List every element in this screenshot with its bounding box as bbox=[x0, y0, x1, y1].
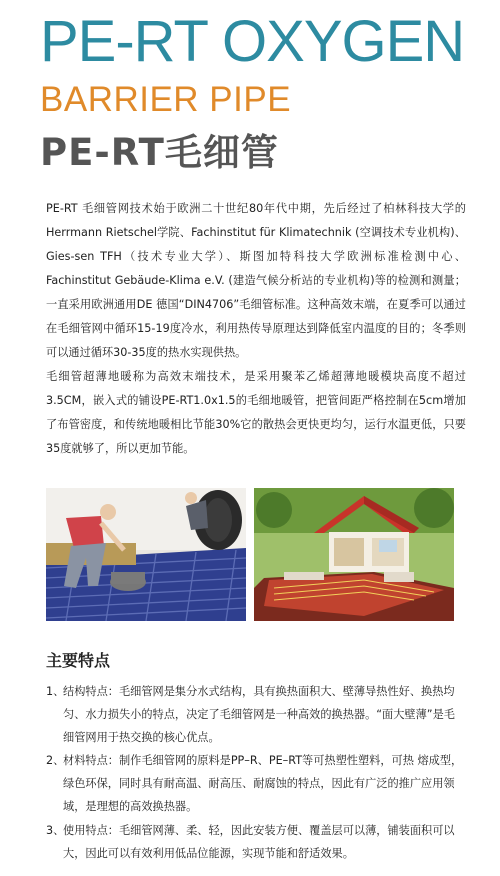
feature-number: 1、 bbox=[46, 685, 65, 698]
feature-item-structure bbox=[46, 680, 466, 749]
intro-paragraph-1: PE-RT 毛细管网技术始于欧洲二十世纪80年代中期，先后经过了柏林科技大学的Herrmann Rietschel学院、Fachinstitut für Klimatechnik (空调技术专业机构)、Gies-sen TFH（技术专业大学）、斯图加特科技大学欧洲标准检测中心、Fachinstitut Gebäude-Klima e.V. (建造气候分析站的专业机构)等的检测和测量；一直采用欧洲通用DE 德国“DIN4706”毛细管标准。这种高效末端，在夏季可以通过在毛细管网中循环15-19度冷水，利用热传导原理达到降低室内温度的目的；冬季则可以通过循环30-35度的热水实现供热。 bbox=[46, 202, 466, 359]
house-cutaway-photo bbox=[254, 488, 454, 621]
feature-text: 结构特点：毛细管网是集分水式结构，具有换热面积大、壁薄导热性好、换热均匀、水力损失小的特点，决定了毛细管网是一种高效的换热器。“面大壁薄”是毛细管网用于热交换的核心优点。 bbox=[63, 685, 455, 744]
installation-photo bbox=[46, 488, 246, 621]
intro-paragraph-2: 毛细管超薄地暖称为高效末端技术，是采用聚苯乙烯超薄地暖模块高度不超过3.5CM，嵌入式的铺设PE-RT1.0x1.5的毛细地暖管，把管间距严格控制在5cm增加了布管密度，和传统地暖相比节能30%它的散热会更快更均匀，运行水温更低，只要35度就够了，所以更加节能。 bbox=[46, 370, 466, 455]
title-barrier-pipe: BARRIER PIPE bbox=[40, 80, 292, 119]
features-heading: 主要特点 bbox=[46, 651, 111, 670]
feature-item-material bbox=[46, 749, 466, 818]
title-oxygen: PE-RT OXYGEN bbox=[40, 9, 465, 74]
feature-number: 3、 bbox=[46, 824, 65, 837]
title-capillary-pipe: PE-RT毛细管 bbox=[40, 131, 279, 174]
feature-number: 2、 bbox=[46, 754, 65, 767]
feature-item-usage bbox=[46, 819, 466, 865]
feature-text: 使用特点：毛细管网薄、柔、轻，因此安装方便、覆盖层可以薄，铺装面积可以大，因此可以有效利用低品位能源，实现节能和舒适效果。 bbox=[63, 824, 455, 860]
feature-text: 材料特点：制作毛细管网的原料是PP–R、PE–RT等可热塑性塑料，可热 熔成型，绿色环保，同时具有耐高温、耐高压、耐腐蚀的特点，因此有广泛的推广应用领域，是理想的高效换热器。 bbox=[63, 754, 463, 813]
